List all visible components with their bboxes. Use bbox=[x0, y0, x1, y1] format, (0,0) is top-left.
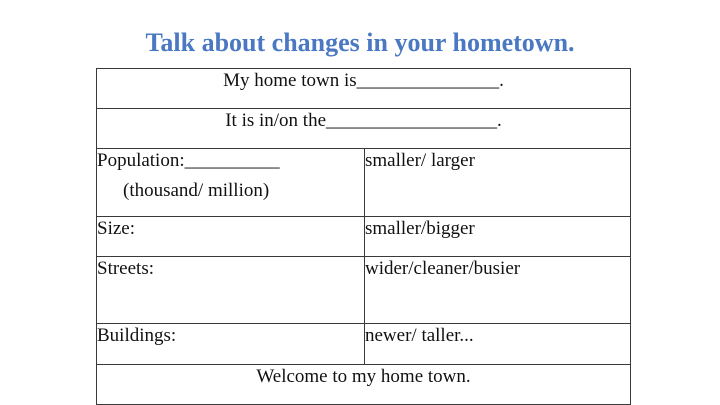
hometown-blank: _______________ bbox=[356, 70, 500, 91]
table-row bbox=[97, 324, 631, 365]
hometown-cell bbox=[97, 69, 631, 109]
hometown-prompt: My home town is bbox=[223, 70, 357, 91]
size-label: Size: bbox=[97, 218, 135, 239]
streets-options-cell bbox=[365, 257, 631, 324]
table-row bbox=[97, 149, 631, 217]
location-period: . bbox=[497, 110, 502, 131]
population-units: (thousand/ million) bbox=[123, 180, 270, 201]
table-row bbox=[97, 69, 631, 109]
table-row bbox=[97, 257, 631, 324]
table-row bbox=[97, 217, 631, 257]
population-blank: __________ bbox=[184, 150, 280, 171]
buildings-options: newer/ taller... bbox=[365, 325, 474, 346]
table-row bbox=[97, 109, 631, 149]
streets-cell bbox=[97, 257, 365, 324]
hometown-table bbox=[96, 68, 631, 405]
welcome-text: Welcome to my home town. bbox=[256, 366, 471, 387]
buildings-options-cell bbox=[365, 324, 631, 365]
table-row bbox=[97, 365, 631, 405]
streets-label: Streets: bbox=[97, 258, 154, 279]
size-options-cell bbox=[365, 217, 631, 257]
population-options: smaller/ larger bbox=[365, 150, 475, 171]
streets-options: wider/cleaner/busier bbox=[365, 258, 521, 279]
welcome-cell bbox=[97, 365, 631, 405]
population-options-cell bbox=[365, 149, 631, 217]
size-options: smaller/bigger bbox=[365, 218, 475, 239]
hometown-period: . bbox=[499, 70, 504, 91]
buildings-label: Buildings: bbox=[97, 325, 177, 346]
population-cell bbox=[97, 149, 365, 217]
buildings-cell bbox=[97, 324, 365, 365]
location-cell bbox=[97, 109, 631, 149]
location-prompt: It is in/on the bbox=[225, 110, 327, 131]
size-cell bbox=[97, 217, 365, 257]
slide-title: Talk about changes in your hometown. bbox=[145, 28, 575, 57]
population-label: Population: bbox=[97, 150, 185, 171]
location-blank: __________________ bbox=[326, 110, 498, 131]
